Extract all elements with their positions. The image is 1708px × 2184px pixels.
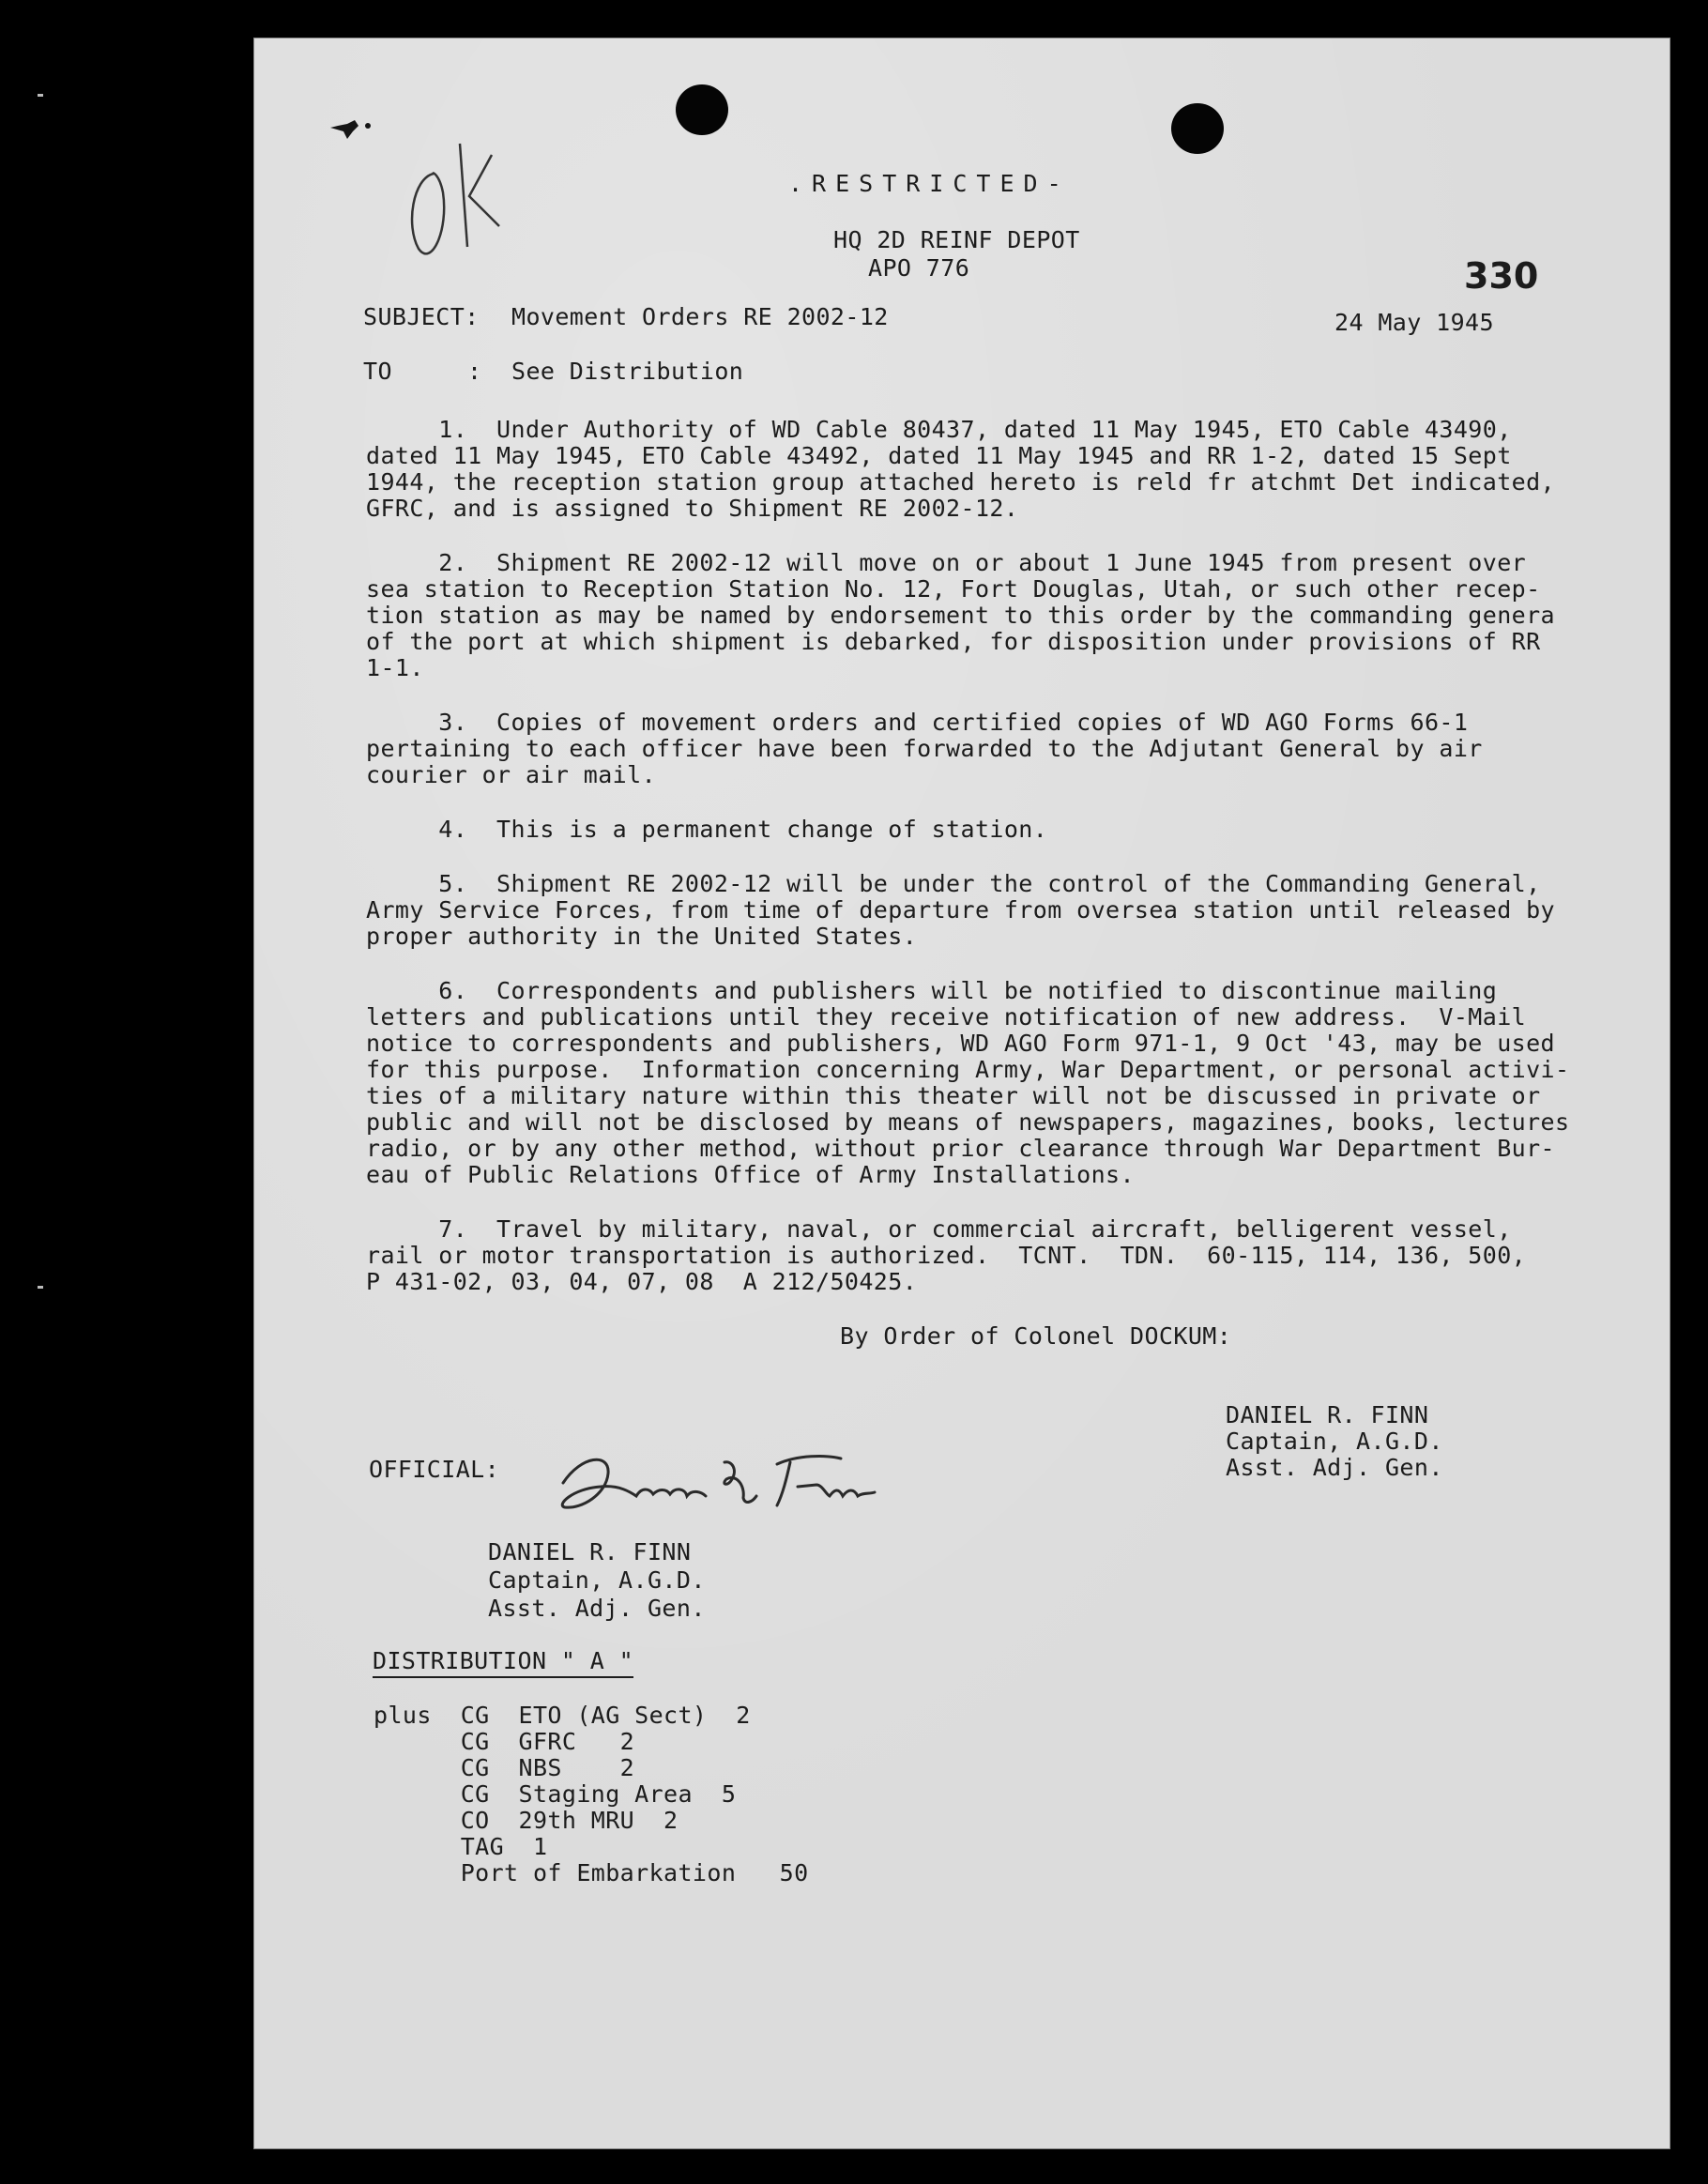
paragraph-1-line-1: 1. Under Authority of WD Cable 80437, dated 11 May 1945, ETO Cable 43490, <box>366 416 1512 443</box>
distribution-line: CG Staging Area 5 <box>374 1780 737 1808</box>
paragraph-7-line-2: rail or motor transportation is authorized. TCNT. TDN. 60-115, 114, 136, 500, <box>366 1242 1527 1269</box>
paragraph-2-line-5: 1-1. <box>366 654 424 681</box>
ink-speck <box>327 111 383 148</box>
signer-rank-right: Captain, A.G.D. <box>1226 1428 1443 1455</box>
paragraph-6-line-6: public and will not be disclosed by means of newspapers, magazines, books, lectures <box>366 1108 1570 1136</box>
official-label: OFFICIAL: <box>369 1456 500 1483</box>
to-value: See Distribution <box>511 358 744 385</box>
distribution-line: TAG 1 <box>374 1833 548 1860</box>
paragraph-6-line-2: letters and publications until they receive notification of new address. V-Mail <box>366 1003 1527 1031</box>
signer-name-right: DANIEL R. FINN <box>1226 1401 1429 1428</box>
signer-name-left: DANIEL R. FINN <box>488 1538 692 1565</box>
to-label: TO <box>363 358 392 385</box>
paragraph-6-line-8: eau of Public Relations Office of Army Installations. <box>366 1161 1135 1188</box>
distribution-heading: DISTRIBUTION " A " <box>373 1648 633 1678</box>
paragraph-5-line-2: Army Service Forces, from time of departure from oversea station until released by <box>366 896 1556 924</box>
paragraph-1-line-2: dated 11 May 1945, ETO Cable 43492, dated 11 May 1945 and RR 1-2, dated 15 Sept <box>366 442 1512 469</box>
paragraph-3-line-1: 3. Copies of movement orders and certified copies of WD AGO Forms 66-1 <box>366 709 1469 736</box>
handwritten-signature <box>544 1427 901 1530</box>
paragraph-5-line-3: proper authority in the United States. <box>366 923 918 950</box>
paragraph-5-line-1: 5. Shipment RE 2002-12 will be under the control of the Commanding General, <box>366 870 1541 897</box>
punch-hole-left <box>676 84 728 135</box>
paragraph-1-line-3: 1944, the reception station group attached hereto is reld fr atchmt Det indicated, <box>366 468 1556 496</box>
paragraph-7-line-3: P 431-02, 03, 04, 07, 08 A 212/50425. <box>366 1268 918 1295</box>
paragraph-2-line-1: 2. Shipment RE 2002-12 will move on or about 1 June 1945 from present over <box>366 549 1527 576</box>
distribution-line: CO 29th MRU 2 <box>374 1807 679 1834</box>
file-number: 330 <box>1464 255 1539 297</box>
subject-value: Movement Orders RE 2002-12 <box>511 303 889 330</box>
scan-edge-mark <box>38 1286 43 1289</box>
handwritten-margin-note <box>394 136 507 277</box>
order-authority-line: By Order of Colonel DOCKUM: <box>840 1322 1232 1350</box>
signer-rank-left: Captain, A.G.D. <box>488 1566 706 1594</box>
apo-number: APO 776 <box>868 254 970 282</box>
scan-edge-mark <box>38 94 43 97</box>
distribution-line: CG NBS 2 <box>374 1754 635 1781</box>
signer-title-right: Asst. Adj. Gen. <box>1226 1454 1443 1481</box>
distribution-line: Port of Embarkation 50 <box>374 1859 809 1886</box>
paragraph-6-line-4: for this purpose. Information concerning Army, War Department, or personal activi- <box>366 1056 1570 1083</box>
paragraph-6-line-7: radio, or by any other method, without prior clearance through War Department Bur- <box>366 1135 1556 1162</box>
unit-name: HQ 2D REINF DEPOT <box>833 226 1080 253</box>
signer-title-left: Asst. Adj. Gen. <box>488 1595 706 1622</box>
paragraph-6-line-5: ties of a military nature within this theater will not be discussed in private or <box>366 1082 1541 1109</box>
paragraph-2-line-2: sea station to Reception Station No. 12, Fort Douglas, Utah, or such other recep- <box>366 575 1541 603</box>
paragraph-2-line-3: tion station as may be named by endorsement to this order by the commanding genera <box>366 602 1556 629</box>
paragraph-6-line-3: notice to correspondents and publishers, WD AGO Form 971-1, 9 Oct '43, may be used <box>366 1030 1556 1057</box>
classification-heading: .RESTRICTED- <box>788 170 1071 197</box>
punch-hole-right <box>1171 103 1224 154</box>
paragraph-7-line-1: 7. Travel by military, naval, or commercial aircraft, belligerent vessel, <box>366 1215 1512 1243</box>
paragraph-3-line-2: pertaining to each officer have been forwarded to the Adjutant General by air <box>366 735 1483 762</box>
paragraph-6-line-1: 6. Correspondents and publishers will be notified to discontinue mailing <box>366 977 1498 1004</box>
paragraph-2-line-4: of the port at which shipment is debarked, for disposition under provisions of RR <box>366 628 1541 655</box>
paragraph-3-line-3: courier or air mail. <box>366 761 657 788</box>
distribution-line: plus CG ETO (AG Sect) 2 <box>374 1702 751 1729</box>
subject-label: SUBJECT: <box>363 303 480 330</box>
document-page <box>253 38 1670 2149</box>
paragraph-4-line-1: 4. This is a permanent change of station. <box>366 816 1048 843</box>
document-date: 24 May 1945 <box>1334 309 1494 336</box>
distribution-line: CG GFRC 2 <box>374 1728 635 1755</box>
to-colon: : <box>467 358 482 385</box>
paragraph-1-line-4: GFRC, and is assigned to Shipment RE 2002-12. <box>366 495 1019 522</box>
